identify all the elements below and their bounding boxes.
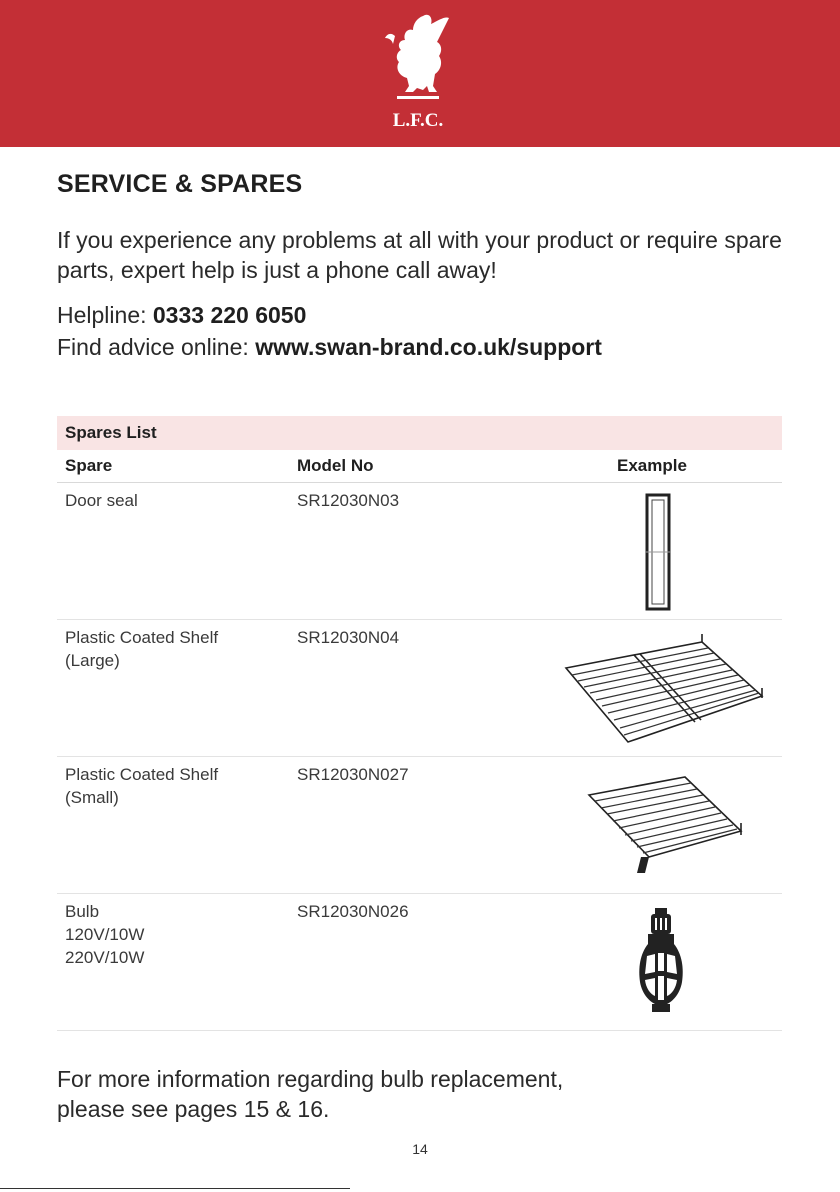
page-title: SERVICE & SPARES [57, 170, 303, 198]
small-shelf-icon [585, 771, 750, 875]
table-row [57, 894, 782, 1031]
spare-name [57, 483, 297, 619]
spares-table-header [57, 450, 782, 483]
spare-name [57, 757, 297, 893]
model-no: SR12030N026 [297, 902, 409, 921]
page-number: 14 [412, 1141, 428, 1157]
column-spare: Spare [65, 456, 113, 475]
spare-name [57, 894, 297, 1030]
bulb-icon [636, 908, 686, 1014]
advice-label: Find advice online: [57, 334, 256, 360]
header-banner [0, 0, 840, 147]
footer-line: For more information regarding bulb replacement, [57, 1066, 564, 1092]
support-link[interactable]: www.swan-brand.co.uk/support [255, 334, 602, 360]
spare-name-line: 120V/10W [65, 925, 145, 944]
bottom-rule [0, 1188, 350, 1189]
model-no: SR12030N03 [297, 491, 400, 510]
model-no: SR12030N027 [297, 765, 409, 784]
spare-name-line: Plastic Coated Shelf [65, 628, 219, 647]
service-section [57, 170, 783, 363]
logo-text: L.F.C. [392, 110, 444, 131]
spare-name-line: Bulb [65, 902, 100, 921]
spare-name-line: Plastic Coated Shelf [65, 765, 219, 784]
spares-table-title: Spares List [57, 416, 782, 450]
intro-text: If you experience any problems at all with your product or require spare parts, expert help is just a phone call away! [57, 227, 782, 283]
spare-name-line: Door seal [65, 491, 138, 510]
table-row [57, 483, 782, 620]
table-row [57, 620, 782, 757]
helpline-number[interactable]: 0333 220 6050 [152, 302, 307, 328]
model-no: SR12030N04 [297, 628, 400, 647]
door-seal-icon [643, 493, 673, 611]
liver-bird-logo [383, 12, 453, 136]
spare-name-line: 220V/10W [65, 948, 145, 967]
footer-line: please see pages 15 & 16. [57, 1096, 330, 1122]
column-example: Example [617, 456, 687, 475]
spare-name [57, 620, 297, 756]
spare-name-line: (Small) [65, 788, 119, 807]
helpline-label: Helpline: [57, 302, 153, 328]
large-shelf-icon [562, 630, 772, 748]
spare-name-line: (Large) [65, 651, 120, 670]
table-row [57, 757, 782, 894]
bulb-replacement-note [57, 1064, 563, 1124]
helpline [57, 299, 783, 331]
column-model-no: Model No [297, 456, 374, 475]
spares-table [57, 416, 782, 1031]
advice-line [57, 331, 783, 363]
